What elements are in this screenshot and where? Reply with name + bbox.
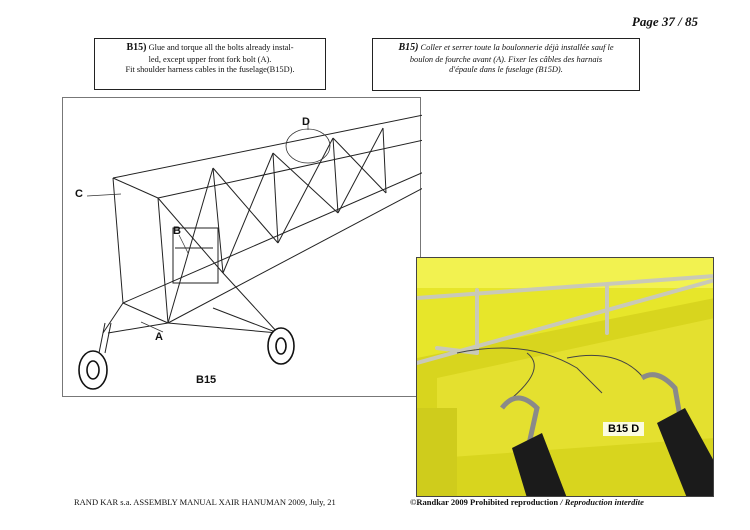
note-line-3: Fit shoulder harness cables in the fuselage(B15D).	[125, 65, 295, 74]
callout-b: B	[173, 225, 181, 237]
fuselage-drawing	[62, 97, 421, 397]
drawing-label: B15	[196, 374, 217, 386]
note-line-2: led, except upper front fork bolt (A).	[148, 54, 272, 64]
step-tag: B15)	[398, 42, 419, 53]
page-number: Page 37 / 85	[631, 14, 698, 29]
callout-a: A	[155, 331, 163, 343]
harness-photo	[416, 257, 714, 497]
footer-left: RAND KAR s.a. ASSEMBLY MANUAL XAIR HANUMAN 2009, July, 21	[74, 497, 336, 507]
copyright-text: ©Randkar 2009 Prohibited reproduction	[410, 497, 561, 507]
callout-d: D	[302, 116, 310, 128]
step-tag: B15)	[126, 42, 147, 53]
copyright-text-italic: / Reproduction interdite	[560, 497, 644, 507]
fuselage-frame-illustration	[63, 98, 422, 398]
instruction-note-english	[94, 38, 326, 90]
instruction-note-french	[372, 38, 640, 91]
footer-right	[410, 497, 644, 507]
note-line-3: d'épaule dans le fuselage (B15D).	[449, 65, 563, 74]
note-line-1: Coller et serrer toute la boulonnerie déjà installée sauf le	[418, 43, 614, 52]
note-line-2: boulon de fourche avant (A). Fixer les câbles des harnais	[409, 54, 603, 64]
note-line-1: Glue and torque all the bolts already instal-	[146, 43, 294, 52]
callout-c: C	[75, 188, 83, 200]
harness-photo-illustration	[417, 258, 714, 497]
photo-label: B15 D	[603, 422, 644, 436]
